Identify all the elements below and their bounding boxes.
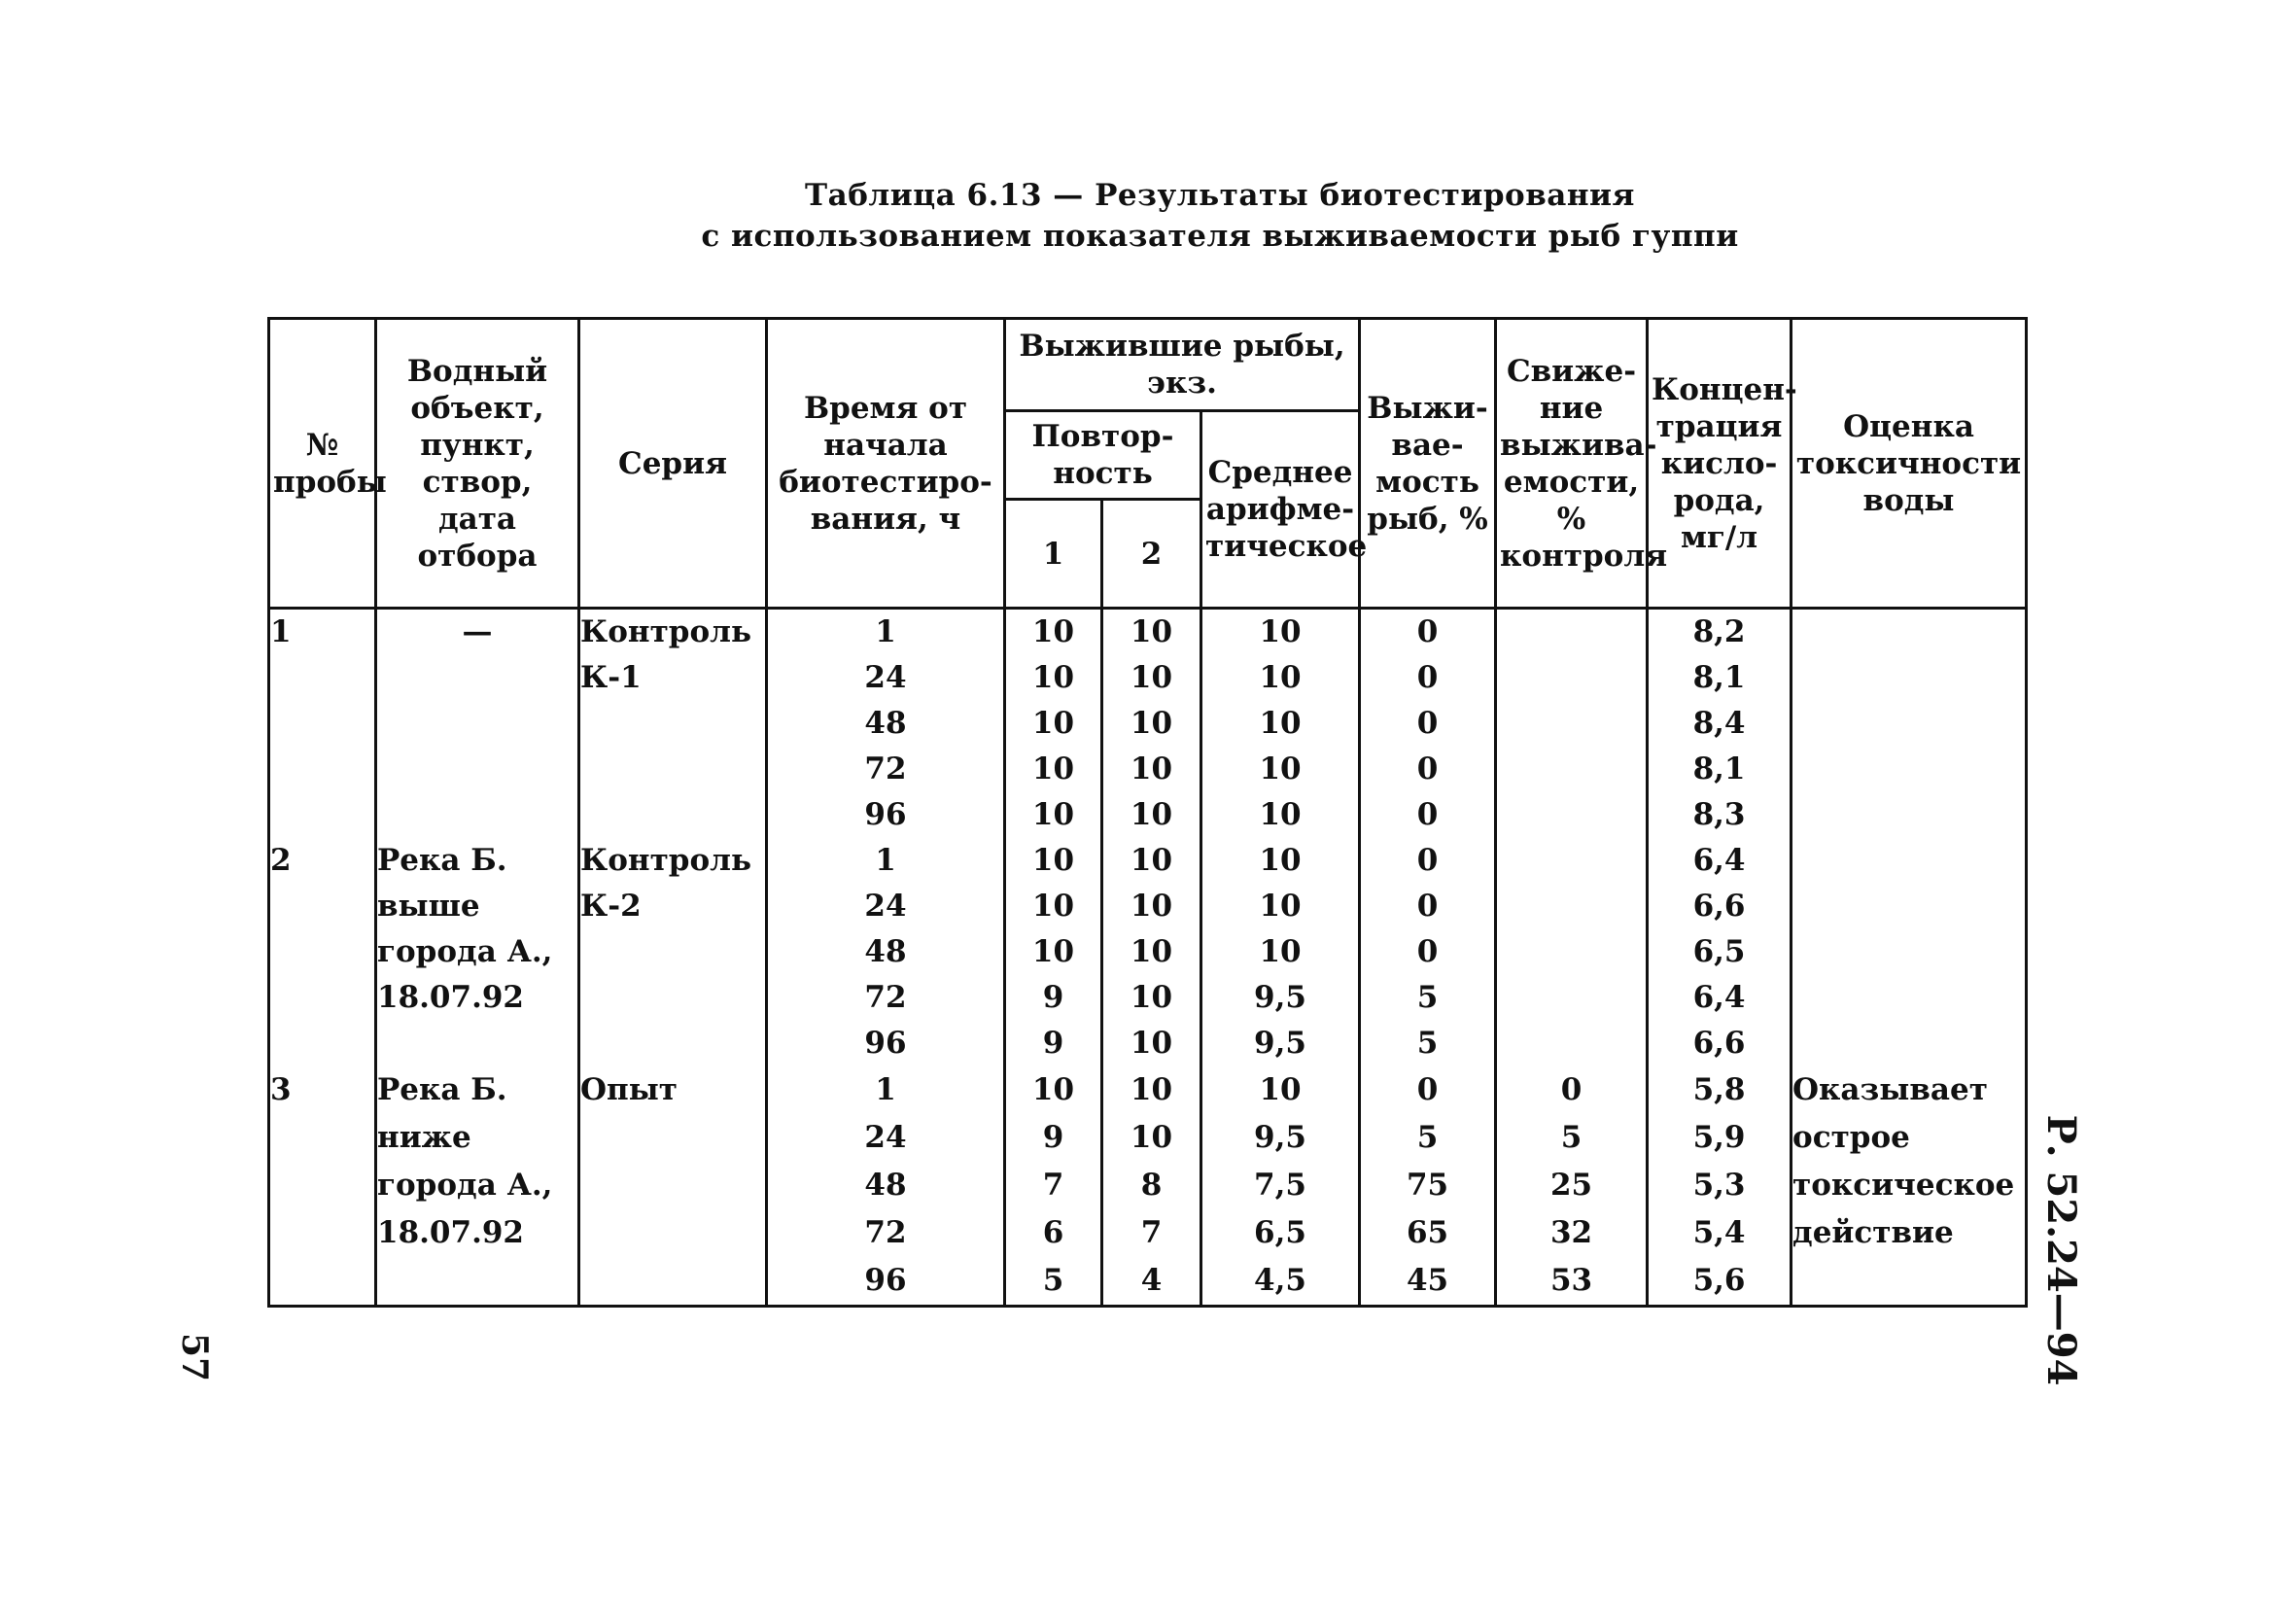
cell-line: 6,4 bbox=[1692, 843, 1746, 878]
series-cell bbox=[579, 838, 767, 1066]
cell-line: 10 bbox=[1130, 889, 1173, 924]
cell-line: 45 bbox=[1406, 1263, 1449, 1298]
cell-line: 5,8 bbox=[1692, 1072, 1746, 1107]
cell-line: 72 bbox=[864, 1215, 907, 1250]
reduction-cell bbox=[1496, 609, 1648, 839]
cell-line: К-1 bbox=[580, 660, 642, 695]
cell-line: 4 bbox=[1140, 1263, 1163, 1298]
cell-line: 0 bbox=[1416, 843, 1439, 878]
cell-line: 8,2 bbox=[1692, 614, 1746, 649]
cell-line: 24 bbox=[864, 660, 907, 695]
cell-line: 0 bbox=[1416, 660, 1439, 695]
cell-line: 9,5 bbox=[1254, 1120, 1306, 1155]
header-survival-percent: Выжи-вае-мость рыб, % bbox=[1360, 319, 1496, 609]
caption-line-1: Таблица 6.13 — Результаты биотестирования bbox=[805, 178, 1635, 213]
oxygen-cell bbox=[1648, 838, 1792, 1066]
cell-line: 5,9 bbox=[1692, 1120, 1746, 1155]
cell-line: 10 bbox=[1259, 751, 1302, 786]
cell-line: 10 bbox=[1130, 706, 1173, 741]
page-number: 57 bbox=[174, 1332, 215, 1382]
cell-line: 32 bbox=[1549, 1215, 1593, 1250]
cell-line: 1 bbox=[875, 614, 896, 649]
repeat-2-cell bbox=[1102, 838, 1201, 1066]
cell-line: 10 bbox=[1130, 660, 1173, 695]
header-repeat-2: 2 bbox=[1102, 500, 1201, 609]
sample-group-2 bbox=[269, 838, 2027, 1066]
mean-cell bbox=[1201, 1066, 1360, 1307]
oxygen-cell bbox=[1648, 1066, 1792, 1307]
cell-line: 5,3 bbox=[1692, 1168, 1746, 1203]
caption-line-2: с использованием показателя выживаемости рыб гуппи bbox=[701, 219, 1739, 254]
cell-line: 10 bbox=[1031, 889, 1075, 924]
header-repeat-1: 1 bbox=[1005, 500, 1102, 609]
cell-line: 10 bbox=[1259, 797, 1302, 832]
sample-number: 1 bbox=[269, 609, 376, 839]
cell-line: 6,5 bbox=[1254, 1215, 1306, 1250]
cell-line: 10 bbox=[1259, 889, 1302, 924]
cell-line: К-2 bbox=[580, 889, 642, 924]
header-row-1 bbox=[269, 319, 2027, 411]
series-cell bbox=[579, 1066, 767, 1307]
cell-line: 7,5 bbox=[1254, 1168, 1306, 1203]
cell-line: 10 bbox=[1031, 751, 1075, 786]
cell-line: 0 bbox=[1416, 797, 1439, 832]
cell-line: 6,6 bbox=[1692, 1026, 1746, 1061]
cell-line: 8,1 bbox=[1692, 660, 1746, 695]
cell-line: 5 bbox=[1042, 1263, 1064, 1298]
cell-line: 9,5 bbox=[1254, 980, 1306, 1015]
cell-line: Река Б. bbox=[377, 843, 507, 878]
header-mean: Среднее арифме-тическое bbox=[1201, 411, 1360, 609]
cell-line: 7 bbox=[1140, 1215, 1163, 1250]
header-survival-reduction: Свиже-ние выжива-емости, % контроля bbox=[1496, 319, 1648, 609]
cell-line: 48 bbox=[864, 934, 907, 969]
repeat-1-cell bbox=[1005, 1066, 1102, 1307]
sample-group-1 bbox=[269, 609, 2027, 839]
cell-line: 0 bbox=[1416, 614, 1439, 649]
cell-line: 24 bbox=[864, 1120, 907, 1155]
sample-group-3 bbox=[269, 1066, 2027, 1307]
cell-line: 53 bbox=[1549, 1263, 1593, 1298]
cell-line: 0 bbox=[1416, 706, 1439, 741]
cell-line: 8,1 bbox=[1692, 751, 1746, 786]
header-series: Серия bbox=[579, 319, 767, 609]
header-survived-fish: Выжившие рыбы, экз. bbox=[1005, 319, 1360, 411]
cell-line: 0 bbox=[1560, 1072, 1583, 1107]
cell-line: города А., bbox=[377, 1168, 553, 1203]
repeat-1-cell bbox=[1005, 609, 1102, 839]
cell-line: 72 bbox=[864, 751, 907, 786]
cell-line: 10 bbox=[1031, 706, 1075, 741]
assessment-cell bbox=[1792, 609, 2027, 839]
survival-cell bbox=[1360, 838, 1496, 1066]
repeat-1-cell bbox=[1005, 838, 1102, 1066]
cell-line: 10 bbox=[1259, 934, 1302, 969]
cell-line: 10 bbox=[1031, 934, 1075, 969]
header-sample-number: № пробы bbox=[269, 319, 376, 609]
cell-line: 10 bbox=[1130, 843, 1173, 878]
cell-line: 10 bbox=[1031, 660, 1075, 695]
cell-line: 24 bbox=[864, 889, 907, 924]
survival-cell bbox=[1360, 1066, 1496, 1307]
header-toxicity-assessment: Оценка токсичности воды bbox=[1792, 319, 2027, 609]
cell-line: 10 bbox=[1130, 1072, 1173, 1107]
repeat-2-cell bbox=[1102, 609, 1201, 839]
cell-line: Контроль bbox=[580, 614, 752, 649]
water-object-cell bbox=[376, 838, 579, 1066]
cell-line: 10 bbox=[1130, 797, 1173, 832]
sample-number: 3 bbox=[269, 1066, 376, 1307]
cell-line: 8 bbox=[1140, 1168, 1163, 1203]
cell-line: 10 bbox=[1130, 934, 1173, 969]
cell-line: 10 bbox=[1031, 797, 1075, 832]
cell-line: 4,5 bbox=[1254, 1263, 1306, 1298]
cell-line: 96 bbox=[864, 1026, 907, 1061]
cell-line: Опыт bbox=[580, 1072, 678, 1107]
cell-line: 48 bbox=[864, 706, 907, 741]
sample-number: 2 bbox=[269, 838, 376, 1066]
cell-line: 10 bbox=[1259, 614, 1302, 649]
cell-line: 0 bbox=[1416, 934, 1439, 969]
cell-line: 8,4 bbox=[1692, 706, 1746, 741]
cell-line: 10 bbox=[1130, 751, 1173, 786]
cell-line: 0 bbox=[1416, 1072, 1439, 1107]
cell-line: Контроль bbox=[580, 843, 752, 878]
cell-line: 5 bbox=[1560, 1120, 1583, 1155]
cell-line: 0 bbox=[1416, 889, 1439, 924]
repeat-2-cell bbox=[1102, 1066, 1201, 1307]
cell-line: 6,6 bbox=[1692, 889, 1746, 924]
table-caption bbox=[544, 175, 1896, 257]
time-cell bbox=[767, 609, 1005, 839]
cell-line: 5,4 bbox=[1692, 1215, 1746, 1250]
cell-line: 10 bbox=[1031, 614, 1075, 649]
cell-line: 10 bbox=[1130, 1026, 1173, 1061]
time-cell bbox=[767, 838, 1005, 1066]
cell-line: 25 bbox=[1549, 1168, 1593, 1203]
cell-line: 6,5 bbox=[1692, 934, 1746, 969]
cell-line: 9,5 bbox=[1254, 1026, 1306, 1061]
header-time: Время от начала биотестиро-вания, ч bbox=[767, 319, 1005, 609]
cell-line: 96 bbox=[864, 1263, 907, 1298]
cell-line: 18.07.92 bbox=[377, 980, 525, 1015]
assessment-cell bbox=[1792, 1066, 2027, 1307]
cell-line: 10 bbox=[1130, 1120, 1173, 1155]
cell-line: 6,4 bbox=[1692, 980, 1746, 1015]
cell-line: 65 bbox=[1406, 1215, 1449, 1250]
cell-line: 5,6 bbox=[1692, 1263, 1746, 1298]
cell-line: 10 bbox=[1031, 1072, 1075, 1107]
mean-cell bbox=[1201, 838, 1360, 1066]
cell-line: 10 bbox=[1259, 843, 1302, 878]
cell-line: 48 bbox=[864, 1168, 907, 1203]
cell-line: 96 bbox=[864, 797, 907, 832]
cell-line: 9 bbox=[1042, 980, 1064, 1015]
header-oxygen: Концен-трация кисло-рода, мг/л bbox=[1648, 319, 1792, 609]
cell-line: 10 bbox=[1130, 980, 1173, 1015]
results-table bbox=[267, 317, 2028, 1308]
mean-cell bbox=[1201, 609, 1360, 839]
cell-line: 5 bbox=[1416, 1026, 1439, 1061]
time-cell bbox=[767, 1066, 1005, 1307]
cell-line: выше bbox=[377, 889, 480, 924]
cell-line: 10 bbox=[1130, 614, 1173, 649]
document-code: Р. 52.24—94 bbox=[2038, 1114, 2084, 1386]
assessment-cell bbox=[1792, 838, 2027, 1066]
cell-line: Река Б. bbox=[377, 1072, 507, 1107]
cell-line: 72 bbox=[864, 980, 907, 1015]
reduction-cell bbox=[1496, 1066, 1648, 1307]
survival-cell bbox=[1360, 609, 1496, 839]
cell-line: 1 bbox=[875, 1072, 896, 1107]
cell-line: 0 bbox=[1416, 751, 1439, 786]
cell-line: 10 bbox=[1259, 706, 1302, 741]
series-cell bbox=[579, 609, 767, 839]
water-object-cell bbox=[376, 1066, 579, 1307]
cell-line: 6 bbox=[1042, 1215, 1064, 1250]
reduction-cell bbox=[1496, 838, 1648, 1066]
cell-line: 1 bbox=[875, 843, 896, 878]
water-object-cell bbox=[376, 609, 579, 839]
header-water-object: Водный объект, пункт, створ, дата отбора bbox=[376, 319, 579, 609]
cell-line: 18.07.92 bbox=[377, 1215, 525, 1250]
cell-line: 10 bbox=[1259, 1072, 1302, 1107]
cell-line: ниже bbox=[377, 1120, 471, 1155]
cell-line: острое bbox=[1792, 1120, 1910, 1155]
cell-line: 8,3 bbox=[1692, 797, 1746, 832]
cell-line: действие bbox=[1792, 1215, 1954, 1250]
cell-line: — bbox=[462, 614, 493, 649]
cell-line: 9 bbox=[1042, 1120, 1064, 1155]
cell-line: 75 bbox=[1406, 1168, 1449, 1203]
cell-line: 7 bbox=[1042, 1168, 1064, 1203]
oxygen-cell bbox=[1648, 609, 1792, 839]
cell-line: Оказывает bbox=[1792, 1072, 1988, 1107]
cell-line: 5 bbox=[1416, 1120, 1439, 1155]
cell-line: 10 bbox=[1031, 843, 1075, 878]
cell-line: города А., bbox=[377, 934, 553, 969]
cell-line: 10 bbox=[1259, 660, 1302, 695]
cell-line: 5 bbox=[1416, 980, 1439, 1015]
cell-line: токсическое bbox=[1792, 1168, 2015, 1203]
header-repeat: Повтор-ность bbox=[1005, 411, 1201, 500]
cell-line: 9 bbox=[1042, 1026, 1064, 1061]
